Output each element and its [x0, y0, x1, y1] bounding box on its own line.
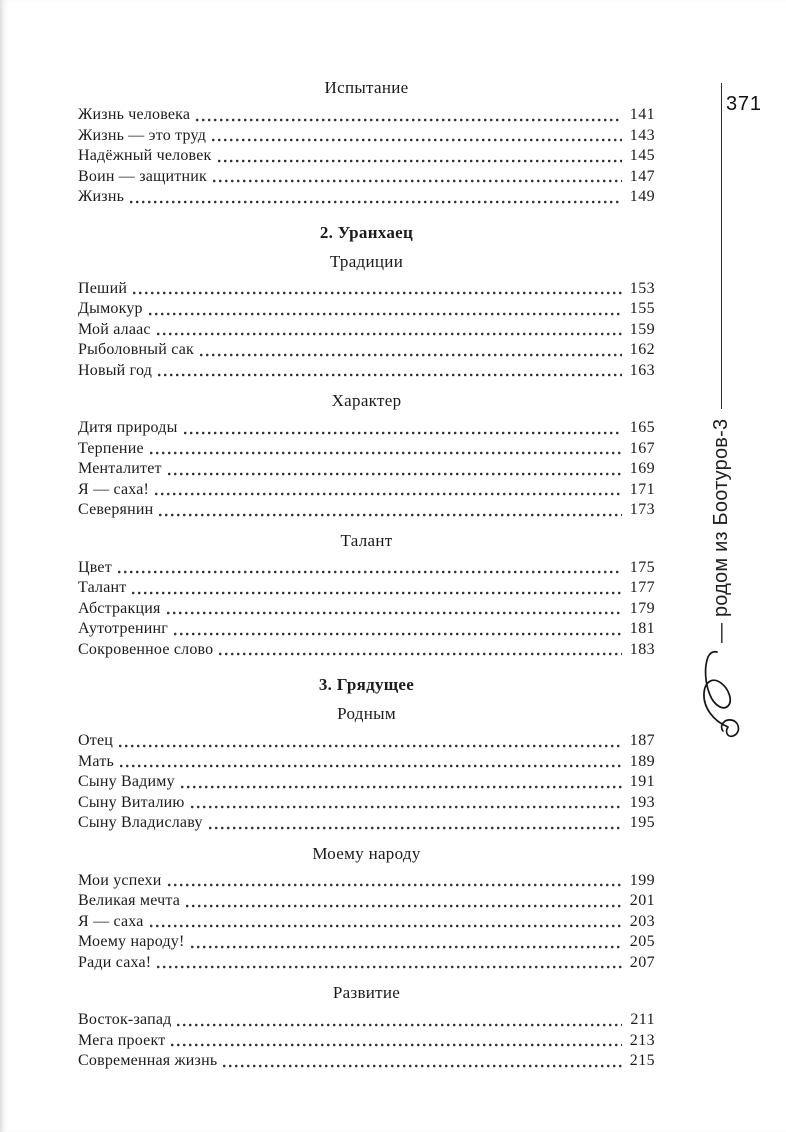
toc-entry-title: Сыну Вадиму: [78, 773, 175, 790]
toc-entry-page: 183: [629, 640, 655, 658]
toc-entry-page: 167: [629, 439, 655, 457]
toc-row: [78, 932, 655, 953]
toc-row: [78, 320, 655, 341]
toc-row: [78, 126, 655, 147]
toc-entry-title: Дитя природы: [78, 419, 178, 436]
toc-entry-page: 143: [629, 126, 655, 144]
toc-row: [78, 105, 655, 126]
dot-leader: [133, 291, 622, 295]
toc-row: [78, 500, 655, 521]
toc-entry-title: Рыболовный сак: [78, 341, 194, 358]
toc-entry-page: 169: [629, 460, 655, 477]
toc-entry-title: Великая мечта: [78, 892, 181, 909]
toc-entry-page: 191: [629, 773, 655, 790]
toc-entry-page: 141: [629, 106, 655, 123]
toc-entry-title: Мать: [78, 752, 115, 770]
toc-row: [78, 731, 655, 752]
toc-entry-title: Современная жизнь: [78, 1052, 218, 1069]
subsection-heading: Традиции: [329, 251, 404, 271]
section-heading: 3. Грядущее: [318, 675, 415, 694]
toc-entry-page: 145: [629, 147, 655, 164]
toc-entry-page: 203: [629, 912, 655, 930]
toc-entry-page: 175: [629, 558, 655, 576]
toc-entry-title: Северянин: [78, 501, 154, 518]
subsection-heading: Характер: [331, 391, 402, 410]
toc-entry-title: Надёжный человек: [78, 147, 212, 164]
dot-leader: [118, 570, 622, 574]
toc-entry-page: 205: [629, 933, 655, 950]
toc-entry-page: 159: [629, 320, 655, 338]
toc-entry-title: Сыну Виталию: [78, 793, 185, 811]
dot-leader: [155, 492, 622, 496]
toc-entry-title: Ради саха!: [78, 953, 152, 971]
toc-entry-page: 211: [630, 1011, 655, 1028]
page-number: 371: [726, 93, 762, 115]
toc-row: [78, 793, 655, 814]
toc-entry-title: Пеший: [78, 279, 128, 297]
toc-entry-page: 147: [629, 167, 655, 185]
dot-leader: [209, 826, 622, 830]
toc-entry-page: 187: [629, 732, 655, 749]
dot-leader: [149, 312, 622, 316]
dot-leader: [213, 179, 622, 183]
toc-entry-page: 162: [629, 341, 655, 358]
dot-leader: [174, 632, 622, 636]
toc-row: [78, 340, 655, 361]
dot-leader: [218, 159, 623, 163]
dot-leader: [184, 431, 622, 435]
toc-entry-page: 193: [629, 793, 655, 811]
toc-entry-title: Я — саха: [78, 912, 144, 930]
toc-entry-page: 213: [629, 1031, 655, 1049]
toc-row: [78, 640, 655, 661]
dot-leader: [191, 945, 622, 949]
toc-entry-title: Дымокур: [78, 300, 143, 317]
toc-entry-page: 189: [629, 752, 655, 770]
toc-entry-page: 195: [629, 814, 655, 831]
subsection-heading: Талант: [340, 530, 393, 550]
dot-leader: [196, 118, 622, 122]
toc-entry-page: 201: [629, 892, 655, 909]
toc-row: [78, 299, 655, 320]
toc-entry-page: 207: [629, 953, 655, 971]
dot-leader: [167, 611, 622, 615]
toc-row: [78, 772, 655, 793]
dot-leader: [212, 138, 622, 142]
toc-entry-title: Терпение: [78, 439, 144, 457]
toc-row: [78, 813, 655, 834]
toc-row: [78, 146, 655, 167]
toc-entry-title: Моему народу!: [78, 933, 185, 950]
toc-entry-title: Жизнь человека: [78, 106, 191, 123]
dot-leader: [159, 513, 622, 517]
toc-entry-page: 149: [629, 188, 655, 205]
dot-leader: [157, 332, 622, 336]
toc-entry-title: Мой алаас: [78, 320, 151, 338]
section-heading: 2. Уранхаец: [319, 222, 414, 242]
dot-leader: [219, 652, 622, 656]
toc-row: [78, 1051, 655, 1072]
toc-entry-page: 155: [629, 300, 655, 317]
dot-leader: [132, 591, 622, 595]
toc-row: [78, 480, 655, 501]
subsection-heading: Моему народу: [312, 843, 421, 863]
toc-entry-title: Мега проект: [78, 1031, 166, 1049]
toc-row: [78, 418, 655, 439]
toc-row: [78, 187, 655, 208]
toc-entry-page: 199: [629, 871, 655, 889]
toc-entry-title: Новый год: [78, 361, 153, 379]
dot-leader: [181, 785, 622, 789]
toc-entry-page: 179: [629, 599, 655, 617]
toc-row: [78, 1010, 655, 1031]
toc-row: [78, 871, 655, 892]
toc-row: [78, 361, 655, 382]
toc-entry-title: Абстракция: [78, 599, 161, 617]
dot-leader: [191, 805, 622, 809]
subsection-heading: Испытание: [324, 78, 409, 97]
subsection-heading: Развитие: [332, 983, 401, 1002]
dot-leader: [120, 764, 622, 768]
toc-entry-title: Цвет: [78, 558, 112, 576]
toc-row: [78, 578, 655, 599]
dot-leader: [150, 924, 622, 928]
dot-leader: [168, 472, 622, 476]
toc-entry-title: Отец: [78, 732, 114, 749]
dot-leader: [186, 904, 622, 908]
toc-entry-page: 153: [629, 279, 655, 297]
toc-row: [78, 279, 655, 300]
toc-entry-title: Менталитет: [78, 460, 162, 477]
toc-entry-page: 165: [629, 419, 655, 436]
subsection-heading: Родным: [337, 704, 396, 723]
toc-row: [78, 912, 655, 933]
toc-entry-title: Я — саха!: [78, 480, 150, 498]
dot-leader: [130, 200, 622, 204]
dot-leader: [200, 353, 622, 357]
toc-entry-title: Мои успехи: [78, 871, 162, 889]
toc-row: [78, 891, 655, 912]
sidebar: [699, 83, 743, 741]
toc-row: [78, 167, 655, 188]
sidebar-title: — родом из Боотуров-3: [709, 418, 732, 643]
toc-entry-page: 181: [629, 620, 655, 637]
sidebar-rule: [721, 83, 722, 409]
toc-entry-title: Жизнь: [78, 188, 125, 205]
dot-leader: [177, 1023, 622, 1027]
toc-row: [78, 953, 655, 974]
toc-entry-page: 163: [629, 361, 655, 379]
dot-leader: [171, 1043, 622, 1047]
toc-row: [78, 439, 655, 460]
toc-entry-page: 173: [629, 501, 655, 518]
dot-leader: [168, 883, 622, 887]
dot-leader: [223, 1064, 622, 1068]
toc-entry-title: Аутотренинг: [78, 620, 169, 637]
toc-entry-page: 215: [629, 1052, 655, 1069]
dot-leader: [150, 451, 622, 455]
toc: [78, 78, 655, 1072]
toc-row: [78, 752, 655, 773]
dot-leader: [158, 373, 622, 377]
toc-entry-title: Сыну Владиславу: [78, 814, 203, 831]
toc-entry-title: Восток-запад: [78, 1011, 172, 1028]
toc-entry-title: Жизнь — это труд: [78, 126, 207, 144]
dot-leader: [119, 744, 622, 748]
toc-row: [78, 619, 655, 640]
dot-leader: [157, 965, 622, 969]
script-letter-icon: [699, 649, 743, 741]
toc-row: [78, 599, 655, 620]
toc-row: [78, 558, 655, 579]
toc-entry-title: Сокровенное слово: [78, 640, 214, 658]
toc-entry-title: Талант: [78, 579, 127, 596]
toc-entry-page: 171: [629, 480, 655, 498]
toc-row: [78, 1031, 655, 1052]
toc-row: [78, 459, 655, 480]
toc-entry-page: 177: [629, 579, 655, 596]
toc-entry-title: Воин — защитник: [78, 167, 207, 185]
